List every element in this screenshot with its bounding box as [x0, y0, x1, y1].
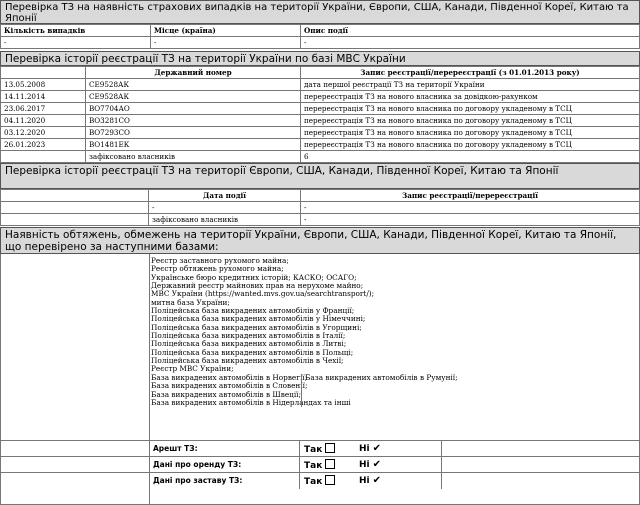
databases-box	[0, 254, 640, 505]
checkmark-icon: ✔	[372, 459, 382, 470]
table-cell: перереєстрація ТЗ на нового власника за довідкою-рахунком	[301, 91, 640, 103]
column-header	[1, 67, 86, 79]
column-header: Дата події	[149, 190, 301, 202]
column-header: Кількість випадків	[1, 25, 151, 37]
table-cell: 03.12.2020	[1, 127, 86, 139]
unchecked-box-icon	[325, 459, 335, 469]
list-item: База викрадених автомобілів в Норвегії; База викрадених автомобілів в Румунії;	[151, 372, 458, 382]
column-header: Запис реєстрації/перереєстрації (з 01.01.2013 року)	[301, 67, 640, 79]
table-cell: -	[149, 202, 301, 214]
table-cell	[1, 202, 149, 214]
pledge-label: Дані про заставу ТЗ:	[153, 476, 243, 485]
encumbrances-title: Наявність обтяжень, обмежень на території України, Європи, США, Канади, Південної Кореї, Китаю та Японії, що перевірено за наступними базами:	[5, 229, 617, 253]
column-header: Запис реєстрації/перереєстрації	[301, 190, 640, 202]
table-row	[1, 79, 640, 91]
table-cell: 26.01.2023	[1, 139, 86, 151]
table-cell: СЕ9528АК	[86, 91, 301, 103]
ukraine-registration-section-header	[0, 51, 640, 66]
arrest-yes-option: Так	[304, 443, 335, 455]
table-cell: 13.05.2008	[1, 79, 86, 91]
owners-count-row	[1, 151, 640, 163]
table-cell: -	[301, 202, 640, 214]
encumbrances-section-header	[0, 227, 640, 254]
arrest-check-row	[1, 440, 639, 457]
table-cell: 04.11.2020	[1, 115, 86, 127]
list-item: База викрадених автомобілів в Нідерландах та інші	[151, 397, 351, 407]
list-item: Реєстр заставного рухомого майна;	[151, 256, 289, 265]
table-cell: ВО1481ЕК	[86, 139, 301, 151]
table-cell: 14.11.2014	[1, 91, 86, 103]
table-cell: перереєстрація ТЗ на нового власника по договору укладеному в ТСЦ	[301, 127, 640, 139]
table-cell	[1, 151, 86, 163]
list-item: Реєстр МВС України;	[151, 364, 234, 374]
owners-count: 6	[301, 151, 640, 163]
lease-label: Дані про оренду ТЗ:	[153, 460, 242, 469]
table-cell	[1, 214, 149, 226]
lease-check-row	[1, 456, 639, 473]
unchecked-box-icon	[325, 475, 335, 485]
checkmark-icon: ✔	[372, 475, 382, 486]
lease-no-option: Ні ✔	[359, 459, 382, 470]
table-cell: -	[301, 214, 640, 226]
column-header: Державний номер	[86, 67, 301, 79]
list-item: Поліцейська база викрадених автомобілів в Чехії;	[151, 356, 344, 366]
foreign-registration-title: Перевірка історії реєстрації ТЗ на території Європи, США, Канади, Південної Кореї, Китаю та Японії	[5, 165, 559, 177]
foreign-registration-table	[0, 189, 640, 226]
list-item: Реєстр обтяжень рухомого майна;	[151, 264, 284, 274]
ukraine-registration-title: Перевірка історії реєстрації ТЗ на території України по базі МВС України	[5, 53, 406, 65]
table-cell: зафіксовано власників	[86, 151, 301, 163]
table-row	[1, 103, 640, 115]
list-item: База викрадених автомобілів в Швеції;	[151, 391, 451, 399]
arrest-no-option: Ні ✔	[359, 443, 382, 454]
table-cell: -	[151, 37, 301, 49]
list-item: База викрадених автомобілів в Словенії;	[151, 381, 308, 391]
list-item: Поліцейська база викрадених автомобілів у Німеччині;	[151, 314, 366, 324]
pledge-no-option: Ні ✔	[359, 475, 382, 486]
table-cell: ВО3281СО	[86, 115, 301, 127]
insurance-cases-title: Перевірка ТЗ на наявність страхових випадків на території України, Європи, США, Канади, Південної Кореї, Китаю та Японії	[5, 2, 629, 24]
list-item: Поліцейська база викрадених автомобілів в Італії;	[151, 331, 346, 341]
pledge-check-row	[1, 472, 639, 489]
databases-list	[151, 256, 458, 407]
list-item: митна база України;	[151, 297, 230, 307]
table-header-row	[1, 25, 640, 37]
ukraine-registration-table	[0, 66, 640, 163]
list-item: Поліцейська база викрадених автомобілів у Франції;	[151, 306, 355, 316]
list-item: Поліцейська база викрадених автомобілів в Польщі;	[151, 347, 354, 357]
insurance-cases-table	[0, 24, 640, 49]
owners-count-row	[1, 214, 640, 226]
checkmark-icon: ✔	[372, 443, 382, 454]
list-item: Державний реєстр майнових прав на нерухоме майно;	[151, 281, 364, 291]
table-header-row	[1, 190, 640, 202]
table-row	[1, 115, 640, 127]
table-cell: перереєстрація ТЗ на нового власника по договору укладеному в ТСЦ	[301, 103, 640, 115]
list-item: Поліцейська база викрадених автомобілів в Угорщині;	[151, 322, 362, 332]
table-cell: 23.06.2017	[1, 103, 86, 115]
lease-yes-option: Так	[304, 459, 335, 471]
column-header	[1, 190, 149, 202]
foreign-registration-section-header	[0, 163, 640, 189]
insurance-cases-section-header	[0, 0, 640, 24]
table-cell: перереєстрація ТЗ на нового власника по договору укладеному в ТСЦ	[301, 115, 640, 127]
table-cell: перереєстрація ТЗ на нового власника по договору укладеному в ТСЦ	[301, 139, 640, 151]
table-row	[1, 127, 640, 139]
table-row	[1, 91, 640, 103]
arrest-label: Арешт ТЗ:	[153, 444, 198, 453]
table-cell: дата першої реєстрації ТЗ на території України	[301, 79, 640, 91]
table-cell: СЕ9528АК	[86, 79, 301, 91]
table-cell: -	[1, 37, 151, 49]
table-row	[1, 202, 640, 214]
table-cell: ВО7293СО	[86, 127, 301, 139]
table-cell: ВО7704АО	[86, 103, 301, 115]
column-header: Опис події	[301, 25, 640, 37]
list-item: МВС України (https://wanted.mvs.gov.ua/searchtransport/);	[151, 289, 375, 299]
table-header-row	[1, 67, 640, 79]
pledge-yes-option: Так	[304, 475, 335, 487]
unchecked-box-icon	[325, 443, 335, 453]
list-item: Українське бюро кредитних історій; КАСКО; ОСАГО;	[151, 272, 357, 282]
table-cell: зафіксовано власників	[149, 214, 301, 226]
table-row	[1, 139, 640, 151]
list-item: Поліцейська база викрадених автомобілів в Литві;	[151, 339, 347, 349]
column-header: Місце (країна)	[151, 25, 301, 37]
table-cell: -	[301, 37, 640, 49]
table-row	[1, 37, 640, 49]
